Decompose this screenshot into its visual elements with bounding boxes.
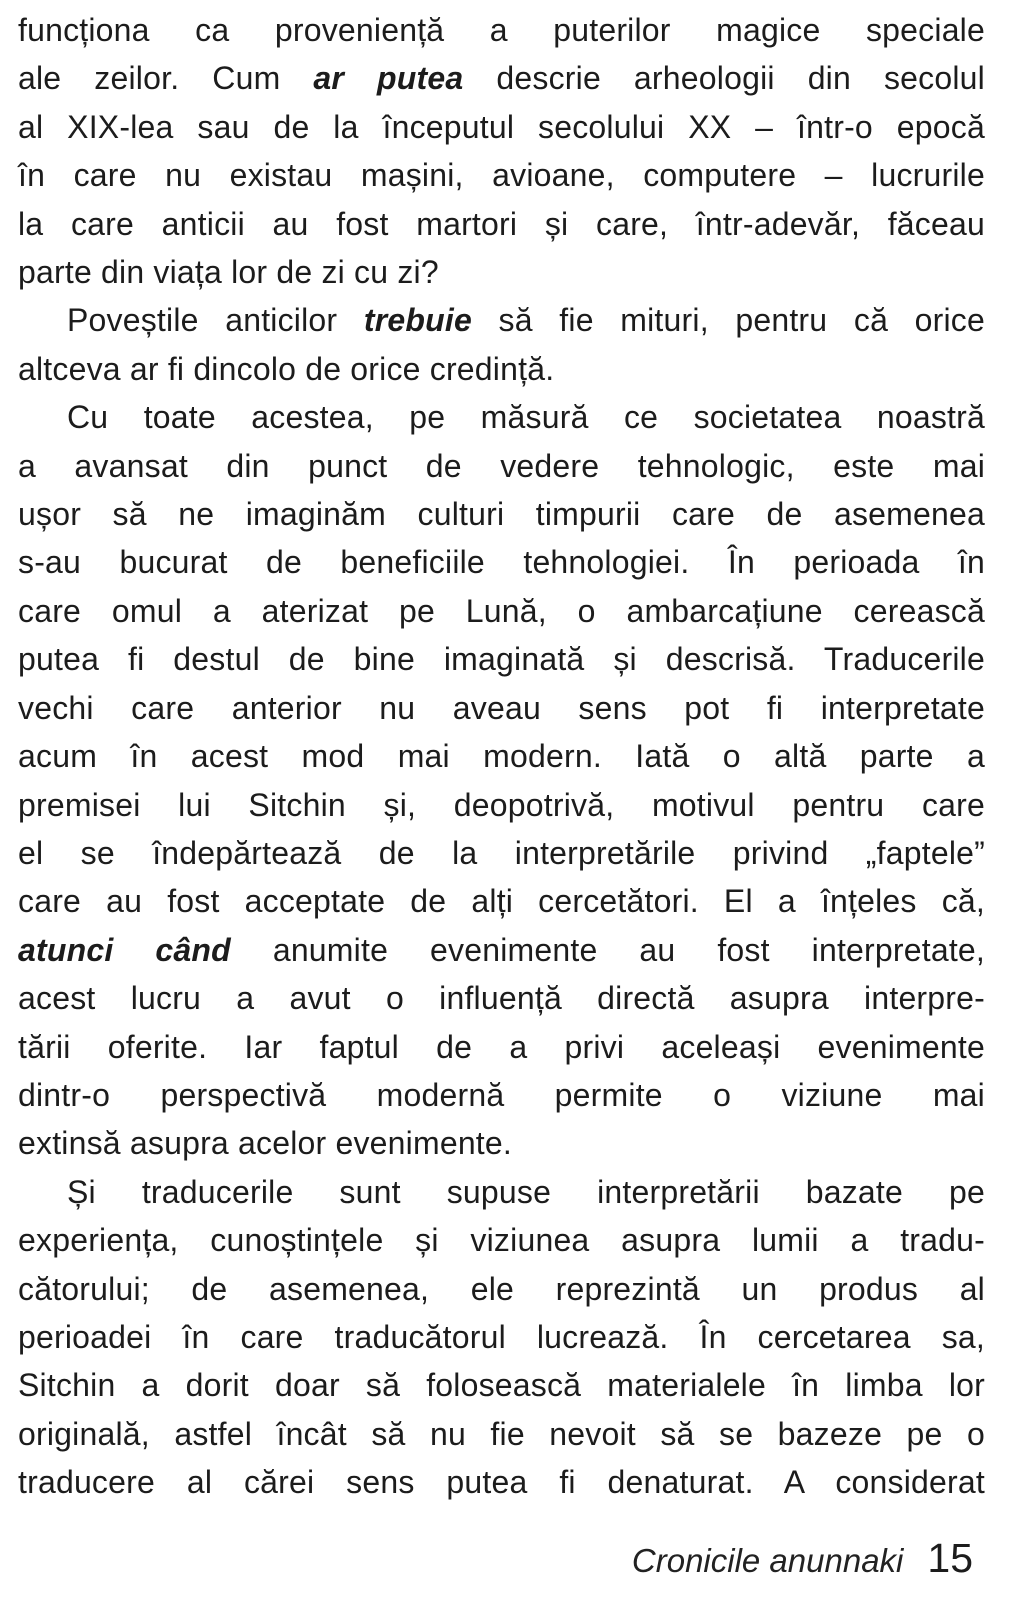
text-line (18, 1265, 985, 1313)
text-run: Poveștile anticilor (67, 302, 364, 339)
paragraph (18, 6, 985, 296)
text-line (18, 248, 985, 296)
text-line (18, 635, 985, 683)
text-line (18, 1023, 985, 1071)
text-line (18, 200, 985, 248)
text-run: a avansat din punct de vedere tehnologic, este mai (18, 447, 985, 484)
text-line (18, 490, 985, 538)
text-line (18, 393, 985, 441)
text-line (18, 345, 985, 393)
text-run: parte din viața lor de zi cu zi? (18, 254, 439, 291)
text-line (18, 538, 985, 586)
text-run: la care anticii au fost martori și care, într-adevăr, făceau (18, 205, 985, 242)
text-run: anumite evenimente au fost interpretate, (230, 931, 986, 968)
emphasized-text: ar putea (313, 60, 464, 97)
text-run: vechi care anterior nu aveau sens pot fi interpretate (18, 689, 985, 726)
text-line (18, 587, 985, 635)
text-run: să fie mituri, pentru că orice (471, 302, 985, 339)
text-run: descrie arheologii din secolul (463, 60, 985, 97)
text-run: ușor să ne imaginăm culturi timpurii care de asemenea (18, 496, 985, 533)
text-run: el se îndepărtează de la interpretările privind „faptele” (18, 834, 985, 871)
text-run: ale zeilor. Cum (18, 60, 314, 97)
text-line (18, 1458, 985, 1506)
text-run: care omul a aterizat pe Lună, o ambarcațiune cerească (18, 592, 985, 629)
text-line (18, 926, 985, 974)
text-run: originală, astfel încât să nu fie nevoit să se bazeze pe o (18, 1415, 985, 1452)
text-run: premisei lui Sitchin și, deopotrivă, motivul pentru care (18, 786, 985, 823)
text-run: s-au bucurat de beneficiile tehnologiei. În perioada în (18, 544, 985, 581)
text-line (18, 151, 985, 199)
text-line (18, 1168, 985, 1216)
text-run: tării oferite. Iar faptul de a privi aceleași evenimente (18, 1028, 985, 1065)
text-line (18, 732, 985, 780)
text-run: altceva ar fi dincolo de orice credință. (18, 350, 555, 387)
text-line (18, 1216, 985, 1264)
paragraph (18, 296, 985, 393)
text-run: al XIX-lea sau de la începutul secolului XX – într-o epocă (18, 108, 985, 145)
emphasized-text: atunci când (18, 931, 231, 968)
text-run: Sitchin a dorit doar să folosească materialele în limba lor (18, 1367, 985, 1404)
text-line (18, 6, 985, 54)
text-run: extinsă asupra acelor evenimente. (18, 1125, 512, 1162)
text-line (18, 54, 985, 102)
text-run: în care nu existau mașini, avioane, computere – lucrurile (18, 157, 985, 194)
text-line (18, 1361, 985, 1409)
text-line (18, 1119, 985, 1167)
text-line (18, 974, 985, 1022)
text-body (18, 6, 985, 1507)
paragraph (18, 1168, 985, 1507)
text-line (18, 103, 985, 151)
text-run: experiența, cunoștințele și viziunea asupra lumii a tradu- (18, 1222, 985, 1259)
text-line (18, 1313, 985, 1361)
page-number: 15 (927, 1535, 973, 1581)
text-run: traducere al cărei sens putea fi denaturat. A considerat (18, 1464, 985, 1501)
text-run: acum în acest mod mai modern. Iată o altă parte a (18, 738, 985, 775)
text-line (18, 442, 985, 490)
text-line (18, 781, 985, 829)
emphasized-text: trebuie (363, 302, 472, 339)
text-line (18, 1071, 985, 1119)
text-run: putea fi destul de bine imaginată și descrisă. Traducerile (18, 641, 985, 678)
text-run: dintr-o perspectivă modernă permite o viziune mai (18, 1076, 985, 1113)
text-run: Cu toate acestea, pe măsură ce societatea noastră (67, 399, 985, 436)
text-line (18, 684, 985, 732)
text-run: acest lucru a avut o influență directă asupra interpre- (18, 980, 985, 1017)
text-run: perioadei în care traducătorul lucrează. În cercetarea sa, (18, 1318, 985, 1355)
running-book-title: Cronicile anunnaki (631, 1542, 904, 1579)
text-line (18, 877, 985, 925)
text-run: funcționa ca proveniență a puterilor magice speciale (18, 12, 985, 48)
page-footer (632, 1535, 973, 1582)
paragraph (18, 393, 985, 1168)
text-run: Și traducerile sunt supuse interpretării bazate pe (67, 1173, 985, 1210)
text-line (18, 829, 985, 877)
text-run: care au fost acceptate de alți cercetători. El a înțeles că, (18, 883, 985, 920)
text-line (18, 296, 985, 344)
text-line (18, 1410, 985, 1458)
text-run: cătorului; de asemenea, ele reprezintă un produs al (18, 1270, 985, 1307)
